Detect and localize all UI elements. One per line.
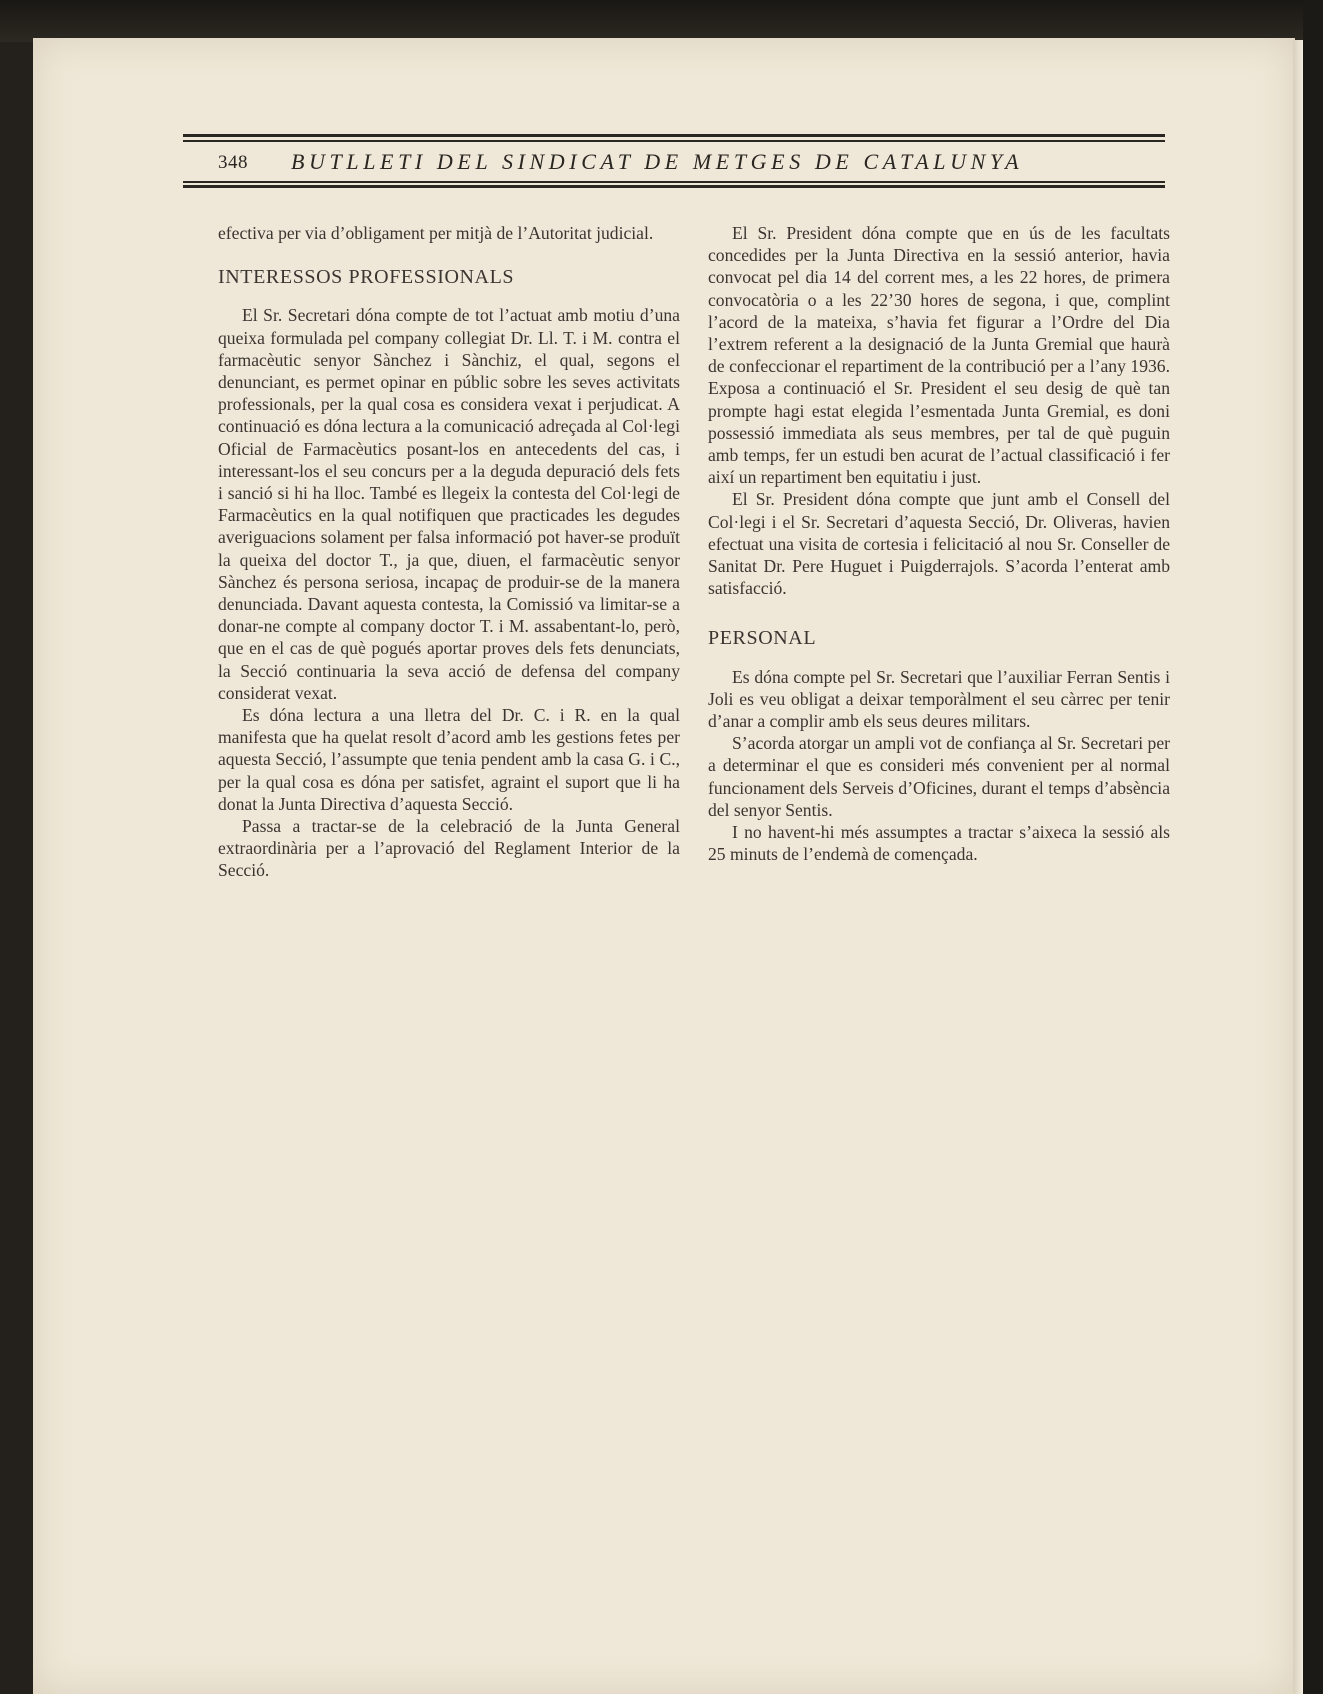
section-title-interessos: INTERESSOS PROFESSIONALS (218, 266, 515, 289)
page-header (183, 134, 1165, 192)
section-title-personal: PERSONAL (708, 627, 817, 650)
paragraph: S’acorda atorgar un ampli vot de confiança al Sr. Secretari per a determinar el que es consideri més convenient per al normal funcionament dels Serveis d’Oficines, durant el temps d’absència del senyor Sentis. (708, 733, 1170, 820)
page-edge (1293, 40, 1303, 1694)
header-rule-top-thin (183, 140, 1165, 142)
paragraph: I no havent-hi més assumptes a tractar s’aixeca la sessió als 25 minuts de l’endemà de començada. (708, 822, 1170, 865)
header-rule-bottom (183, 185, 1165, 188)
header-rule-bottom-thin (183, 181, 1165, 183)
paragraph: Es dóna compte pel Sr. Secretari que l’auxiliar Ferran Sentis i Joli es veu obligat a deixar temporàlment el seu càrrec per tenir d’anar a complir amb els seus deures militars. (708, 666, 1170, 732)
paragraph: El Sr. Secretari dóna compte de tot l’actuat amb motiu d’una queixa formulada pel company collegiat Dr. Ll. T. i M. contra el farmacèutic senyor Sànchez i Sànchiz, el qual, segons el denunciant, es permet opinar en públic sobre les seves activitats professionals, per la qual cosa es considera vexat i perjudicat. A continuació es dóna lectura a la comunicació adreçada al Col·legi Oficial de Farmacèutics posant-los en antecedents del cas, i interessant-los el seu concurs per a la deguda depuració dels fets i sanció si hi ha lloc. També es llegeix la contesta del Col·legi de Farmacèutics en la qual notifiquen que practicades les degudes averiguacions solament per falsa informació pot haver-se produït la queixa del doctor T., ja que, diuen, el farmacèutic senyor Sànchez és persona seriosa, incapaç de produir-se de la manera denunciada. Davant aquesta contesta, la Comissió va limitar-se a donar-ne compte al company doctor T. i M. assabentant-lo, però, que en el cas de què pogués aportar proves dels fets denunciats, la Secció continuaria la seva acció de defensa del company considerat vexat. (218, 305, 680, 703)
page-number: 348 (218, 152, 248, 173)
header-rule-top (183, 134, 1165, 137)
intro-paragraph: efectiva per via d’obligament per mitjà de l’Autoritat judicial. (218, 223, 654, 243)
left-column (218, 222, 680, 882)
paragraph: El Sr. President dóna compte que en ús de les facultats concedides per la Junta Directiva en la sessió anterior, havia convocat pel dia 14 del corrent mes, a les 22 hores, de primera convocatòria o a les 22’30 hores de segona, i que, complint l’acord de la mateixa, s’havia fet figurar a l’Ordre del Dia l’extrem referent a la designació de la Junta Gremial que haurà de confeccionar el repartiment de la contribució per a l’any 1936. Exposa a continuació el Sr. President el seu desig de què tan prompte hagi estat elegida l’esmentada Junta Gremial, es doni possessió immediata als seus membres, per tal de què puguin amb temps, fer un estudi ben acurat de l’actual classificació i fer així un repartiment ben equitatiu i just. (708, 223, 1170, 488)
right-column (708, 222, 1170, 865)
scan-background-right (1303, 0, 1323, 1694)
paragraph: Passa a tractar-se de la celebració de la Junta General extraordinària per a l’aprovació del Reglament Interior de la Secció. (218, 816, 680, 881)
scan-background-top (0, 0, 1323, 42)
running-title: BUTLLETI DEL SINDICAT DE METGES DE CATALUNYA (291, 149, 1024, 174)
paragraph: Es dóna lectura a una lletra del Dr. C. i R. en la qual manifesta que ha quelat resolt d’acord amb les gestions fetes per aquesta Secció, l’assumpte que tenia pendent amb la casa G. i C., per la qual cosa es dóna per satisfet, agraint el suport que li ha donat la Junta Directiva d’aquesta Secció. (218, 705, 680, 814)
paragraph: El Sr. President dóna compte que junt amb el Consell del Col·legi i el Sr. Secretari d’aquesta Secció, Dr. Oliveras, havien efectuat una visita de cortesia i felicitació al nou Sr. Conseller de Sanitat Dr. Pere Huguet i Puigderrajols. S’acorda l’enterat amb satisfacció. (708, 489, 1170, 599)
